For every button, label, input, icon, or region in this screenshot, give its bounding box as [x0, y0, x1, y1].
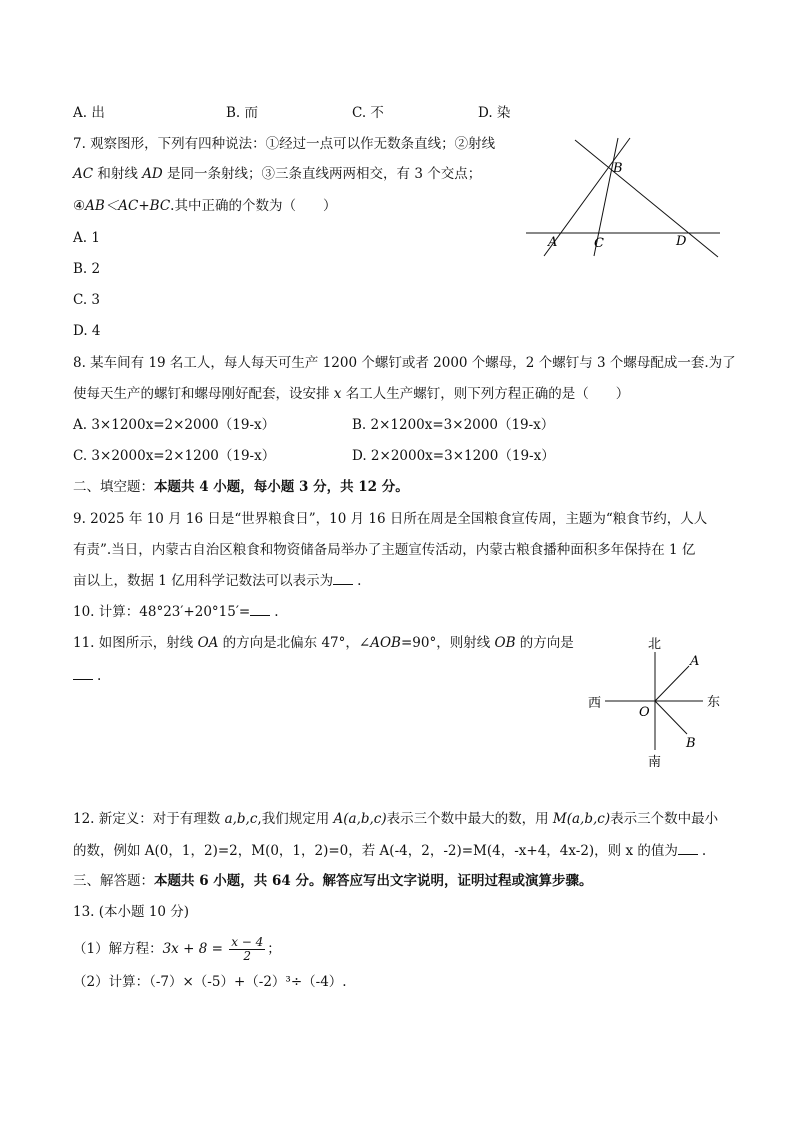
q7-inequality: AB＜AC+BC [85, 198, 171, 214]
q6-option-a: A. 出 [73, 105, 105, 121]
q6-option-b: B. 而 [226, 105, 259, 121]
section-3-heading: 三、解答题：本题共 6 小题，共 64 分。解答应写出文字说明，证明过程或演算步骤。 [73, 873, 593, 889]
q13-equation-lhs: 3x + 8 = [162, 941, 228, 957]
q12-line-1: 12. 新定义：对于有理数 a,b,c,我们规定用 A(a,b,c)表示三个数中最大的数，用 M(a,b,c)表示三个数中最小 [73, 811, 719, 827]
q6-option-d: D. 染 [478, 105, 511, 121]
south-label: 南 [648, 755, 662, 770]
q8-option-a: A. 3×1200x=2×2000（19-x） [73, 417, 276, 433]
q7-option-a: A. 1 [73, 230, 100, 246]
q11-answer-blank[interactable] [73, 667, 93, 680]
ray-oa [655, 666, 689, 701]
q9-answer-blank[interactable] [333, 572, 353, 585]
label-c: C [594, 236, 604, 251]
q8-line-1: 8. 某车间有 19 名工人，每人每天可生产 1200 个螺钉或者 2000 个螺母，2 个螺钉与 3 个螺母配成一套.为了 [73, 355, 736, 371]
label-b: B [613, 161, 623, 176]
q7-line-2: AC 和射线 AD 是同一条射线；③三条直线两两相交，有 3 个交点； [73, 166, 482, 182]
q8-option-c: C. 3×2000x=2×1200（19-x） [73, 448, 276, 464]
label-a: A [548, 235, 558, 250]
q7-option-b: B. 2 [73, 261, 101, 277]
q13-part-1: （1）解方程：3x + 8 = $\frac{x - 4}{2}$ ； [73, 935, 281, 963]
q10-line: 10. 计算：48°23′+20°15′= . [73, 604, 279, 620]
section-2-heading: 二、填空题：本题共 4 小题，每小题 3 分，共 12 分。 [73, 479, 409, 495]
q9-line-2: 有责”.当日，内蒙古自治区粮食和物资储备局举办了主题宣传活动，内蒙古粮食播种面积多年保持在 1 亿 [73, 542, 696, 558]
west-label: 西 [588, 696, 602, 711]
q7-line-3: ④AB＜AC+BC.其中正确的个数为（ ） [73, 198, 337, 214]
q10-answer-blank[interactable] [250, 603, 270, 616]
north-label: 北 [648, 637, 662, 652]
q7-lines-figure [520, 130, 725, 265]
ray-ad: AD [142, 166, 163, 182]
label-d: D [676, 234, 687, 249]
q11-line-1: 11. 如图所示，射线 OA 的方向是北偏东 47°，∠AOB=90°，则射线 OB 的方向是 [73, 635, 574, 651]
ray-ob [655, 701, 687, 734]
east-label: 东 [707, 695, 721, 710]
q7-option-c: C. 3 [73, 292, 101, 308]
q7-line-1: 7. 观察图形，下列有四种说法：①经过一点可以作无数条直线；②射线 [73, 136, 496, 152]
q8-line-2: 使每天生产的螺钉和螺母刚好配套，设安排 x 名工人生产螺钉，则下列方程正确的是（ ） [73, 386, 630, 402]
q6-option-c: C. 不 [352, 105, 384, 121]
ray-ac: AC [73, 166, 94, 182]
q13-title: 13. (本小题 10 分) [73, 904, 190, 920]
q8-option-b: B. 2×1200x=3×2000（19-x） [352, 417, 555, 433]
q7-option-d: D. 4 [73, 323, 101, 339]
q11-compass-figure [585, 630, 725, 775]
q8-option-d: D. 2×2000x=3×1200（19-x） [352, 448, 555, 464]
origin-label: O [639, 705, 650, 720]
q9-line-1: 9. 2025 年 10 月 16 日是“世界粮食日”，10 月 16 日所在周是全国粮食宣传周，主题为“粮食节约，人人 [73, 511, 708, 527]
q12-answer-blank[interactable] [678, 842, 698, 855]
q13-fraction: $\frac{x - 4}{2}$ [231, 935, 264, 963]
q11-line-2: . [73, 667, 101, 685]
q9-line-3: 亩以上，数据 1 亿用科学记数法可以表示为 . [73, 573, 362, 589]
point-b-label: B [686, 736, 696, 751]
point-a-label: A [690, 654, 700, 669]
q12-line-2: 的数，例如 A(0，1，2)=2，M(0，1，2)=0，若 A(-4，2，-2)=M(4，-x+4，4x-2)，则 x 的值为 . [73, 843, 707, 859]
q13-part-2: （2）计算：（-7）×（-5）+（-2）³÷（-4）. [73, 974, 347, 990]
